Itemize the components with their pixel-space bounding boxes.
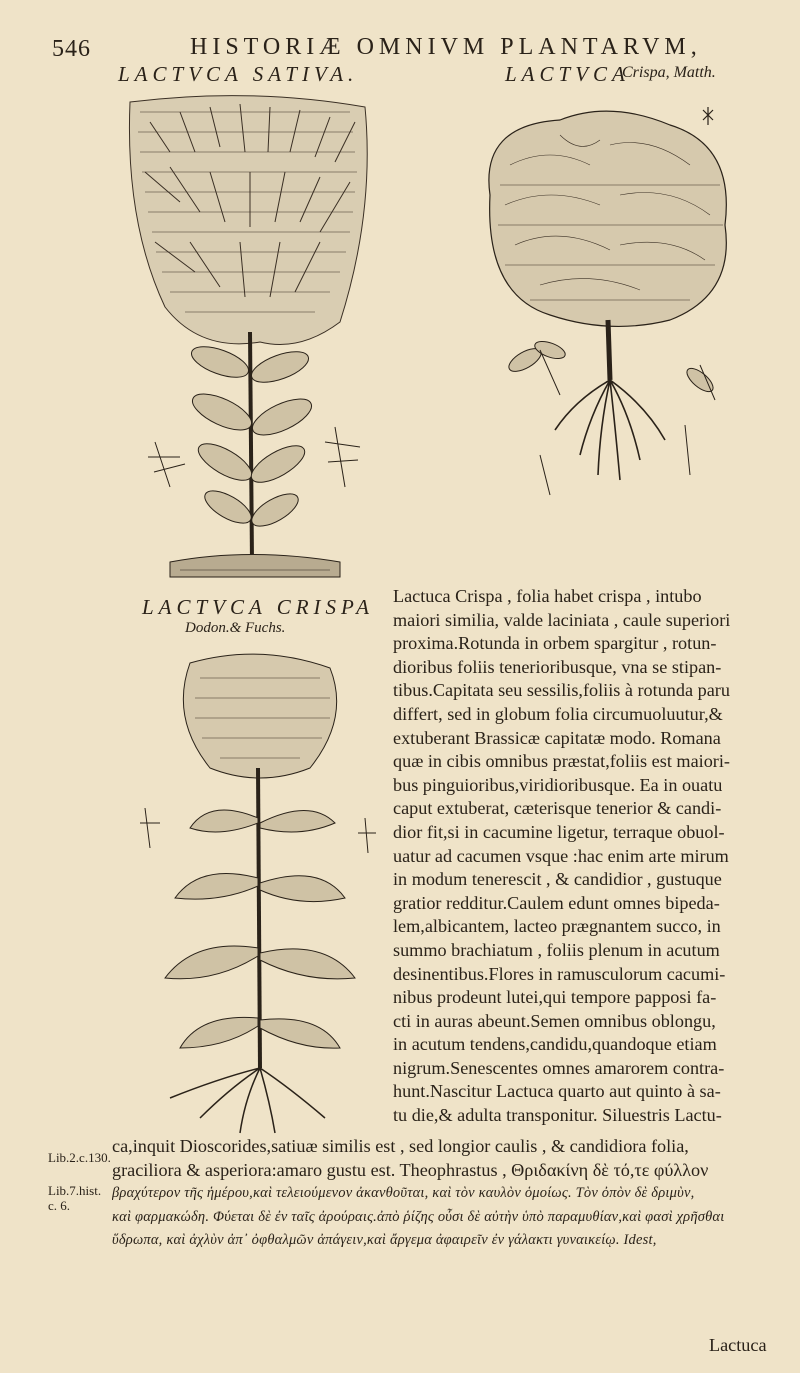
text-line: gratior redditur.Caulem edunt omnes bipeda- (393, 892, 720, 913)
margin-note-theophrastus (48, 1183, 101, 1213)
text-line: graciliora & asperiora:amaro gustu est. Theophrastus , Θριδακίνη δὲ τό,τε φύλλον (112, 1159, 709, 1180)
text-line: quæ in cibis omnibus præstat,foliis est maiori- (393, 751, 730, 772)
body-text-full-width (112, 1135, 772, 1253)
body-text-column (393, 585, 768, 1128)
text-line: maiori similia, valde laciniata , caule superiori (393, 609, 731, 630)
lactuca-sativa-woodcut (110, 92, 390, 582)
text-line: proxima.Rotunda in orbem spargitur , rotun- (393, 633, 717, 654)
greek-text-line: καὶ φαρμακώδη. Φύεται δὲ ἐν ταῖς ἀρούραις.ἀπὸ ῥίζης οὖσι δὲ αὐτὴν ὑπὸ παραμυθίαν,καὶ φασὶ χρῆσθαι (112, 1208, 725, 1225)
figure-subcaption-dodon-fuchs: Dodon.& Fuchs. (185, 620, 286, 636)
text-line: in acutum tendens,candidu,quandoque etiam (393, 1034, 717, 1055)
text-line: tu die,& adulta transponitur. Siluestris Lactu- (393, 1105, 722, 1126)
text-line: dior fit,si in cacumine ligetur, terraque obuol- (393, 821, 725, 842)
text-line: dioribus foliis tenerioribusque, vna se stipan- (393, 656, 722, 677)
text-line: Lactuca Crispa , folia habet crispa , intubo (393, 586, 702, 606)
catchword: Lactuca (709, 1335, 767, 1355)
text-line: nibus prodeunt lutei,qui tempore papposi fa- (393, 987, 717, 1008)
lactuca-crispa-matth-woodcut (470, 95, 750, 515)
greek-text-line: ὕδρωπα, καὶ ἀχλὺν ἀπ᾽ ὀφθαλμῶν ἀπάγειν,καὶ ἄργεμα ἀφαιρεῖν ἐν γάλακτι γυναικείῳ. Idest, (112, 1232, 657, 1249)
lactuca-crispa-dodon-woodcut (140, 648, 380, 1138)
text-line: differt, sed in globum folia circumuoluutur,& (393, 703, 723, 724)
text-line: desinentibus.Flores in ramusculorum cacumi- (393, 963, 726, 984)
text-line: lem,albicantem, lacteo prægnantem succo, in (393, 916, 721, 937)
margin-note-dioscorides (48, 1150, 111, 1165)
page-number: 546 (52, 36, 91, 62)
text-line: cti in auras abeunt.Semen omnibus oblongu, (393, 1010, 716, 1031)
text-line: ca,inquit Dioscorides,satiuæ similis est , sed longior caulis , & candidiora folia, (112, 1136, 689, 1156)
figure-subcaption-matth: Crispa, Matth. (622, 64, 716, 81)
running-title: HISTORIÆ OMNIVM PLANTARVM, (190, 34, 702, 60)
text-line: nigrum.Senescentes omnes amarorem contra- (393, 1057, 725, 1078)
text-line: uatur ad cacumen vsque :hac enim arte mirum (393, 845, 729, 866)
greek-text-line: βραχύτερον τῆς ἡμέρου,καὶ τελειούμενον ἀκανθοῦται, καὶ τὸν καυλὸν ὁμοίως. Τὸν ὀπὸν δὲ δριμὺν, (112, 1185, 695, 1202)
figure-caption-lactuca-crispa-matth: LACTVCA (505, 62, 630, 86)
text-line: in modum tenerescit , & candidior , gustuque (393, 869, 722, 890)
margin-note-line: Lib.7.hist. (48, 1183, 102, 1198)
figure-caption-lactuca-crispa: LACTVCA CRISPA (142, 595, 375, 619)
text-line: hunt.Nascitur Lactuca quarto aut quinto à sa- (393, 1081, 721, 1102)
margin-note-line: Lib.2.c.130. (48, 1150, 111, 1165)
text-line: bus pinguioribus,viridioribusque. Ea in ouatu (393, 774, 723, 795)
figure-caption-lactuca-sativa: LACTVCA SATIVA. (118, 62, 359, 86)
text-line: caput extuberat, cæterisque tenerior & candi- (393, 798, 722, 819)
text-line: summo brachiatum , foliis plenum in acutum (393, 939, 720, 960)
margin-note-line: c. 6. (48, 1198, 71, 1213)
text-line: tibus.Capitata seu sessilis,foliis à rotunda paru (393, 680, 730, 701)
text-line: extuberant Brassicæ capitatæ modo. Romana (393, 727, 721, 748)
